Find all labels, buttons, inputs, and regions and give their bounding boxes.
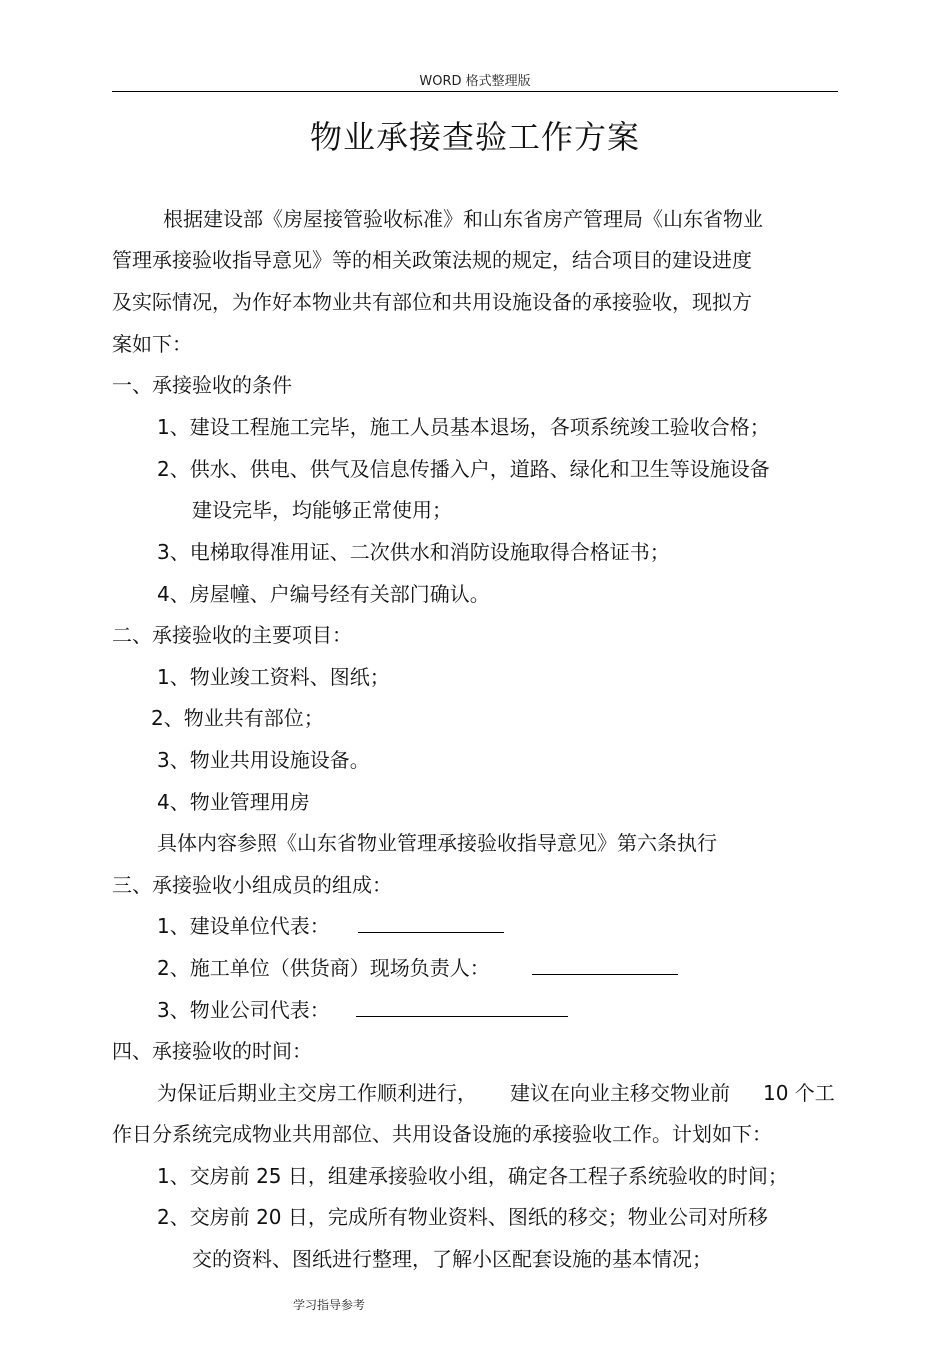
- intro-line-4: 案如下：: [112, 332, 192, 356]
- intro-line-1: 根据建设部《房屋接管验收标准》和山东省房产管理局《山东省物业: [163, 207, 763, 231]
- section-4-para-part: 10 个工: [763, 1081, 835, 1105]
- section-1-heading: 一、承接验收的条件: [112, 373, 292, 397]
- section-1-item-continued: 建设完毕，均能够正常使用；: [192, 498, 452, 522]
- section-4-heading: 四、承接验收的时间：: [112, 1039, 312, 1063]
- member-label: 2、施工单位（供货商）现场负责人：: [157, 956, 490, 980]
- section-4-item: 1、交房前 25 日，组建承接验收小组，确定各工程子系统验收的时间；: [157, 1164, 788, 1188]
- blank-line: [356, 998, 568, 1017]
- section-3-item: [157, 998, 568, 1022]
- header-divider: [112, 91, 838, 92]
- section-3-item: [157, 914, 504, 938]
- section-1-item: 1、建设工程施工完毕，施工人员基本退场，各项系统竣工验收合格；: [157, 415, 770, 439]
- blank-line: [358, 914, 504, 933]
- section-4-item: 2、交房前 20 日，完成所有物业资料、图纸的移交；物业公司对所移: [157, 1205, 768, 1229]
- document-title: 物业承接查验工作方案: [309, 118, 640, 156]
- member-label: 3、物业公司代表：: [157, 998, 330, 1022]
- section-4-para-line: 作日分系统完成物业共用部位、共用设备设施的承接验收工作。计划如下：: [112, 1122, 772, 1146]
- intro-line-2: 管理承接验收指导意见》等的相关政策法规的规定，结合项目的建设进度: [112, 248, 752, 272]
- page-header: WORD 格式整理版: [419, 74, 531, 89]
- section-4-item-continued: 交的资料、图纸进行整理，了解小区配套设施的基本情况；: [192, 1247, 712, 1271]
- section-4-para-part: 为保证后期业主交房工作顺利进行，: [157, 1081, 477, 1105]
- section-1-item: 3、电梯取得准用证、二次供水和消防设施取得合格证书；: [157, 540, 670, 564]
- section-3-heading: 三、承接验收小组成员的组成：: [112, 873, 392, 897]
- section-2-item: 4、物业管理用房: [157, 790, 310, 814]
- member-label: 1、建设单位代表：: [157, 914, 330, 938]
- section-2-item: 3、物业共用设施设备。: [157, 748, 370, 772]
- page-footer: 学习指导参考: [293, 1298, 366, 1312]
- section-3-item: [157, 956, 678, 980]
- blank-line: [532, 956, 678, 975]
- intro-line-3: 及实际情况，为作好本物业共有部位和共用设施设备的承接验收，现拟方: [112, 290, 752, 314]
- section-1-item: 4、房屋幢、户编号经有关部门确认。: [157, 582, 490, 606]
- section-1-item: 2、供水、供电、供气及信息传播入户，道路、绿化和卫生等设施设备: [157, 457, 770, 481]
- section-2-note: 具体内容参照《山东省物业管理承接验收指导意见》第六条执行: [157, 831, 717, 855]
- section-2-heading: 二、承接验收的主要项目：: [112, 623, 352, 647]
- section-2-item: 1、物业竣工资料、图纸；: [157, 665, 390, 689]
- section-2-item: 2、物业共有部位；: [151, 706, 324, 730]
- section-4-para-part: 建议在向业主移交物业前: [510, 1081, 730, 1105]
